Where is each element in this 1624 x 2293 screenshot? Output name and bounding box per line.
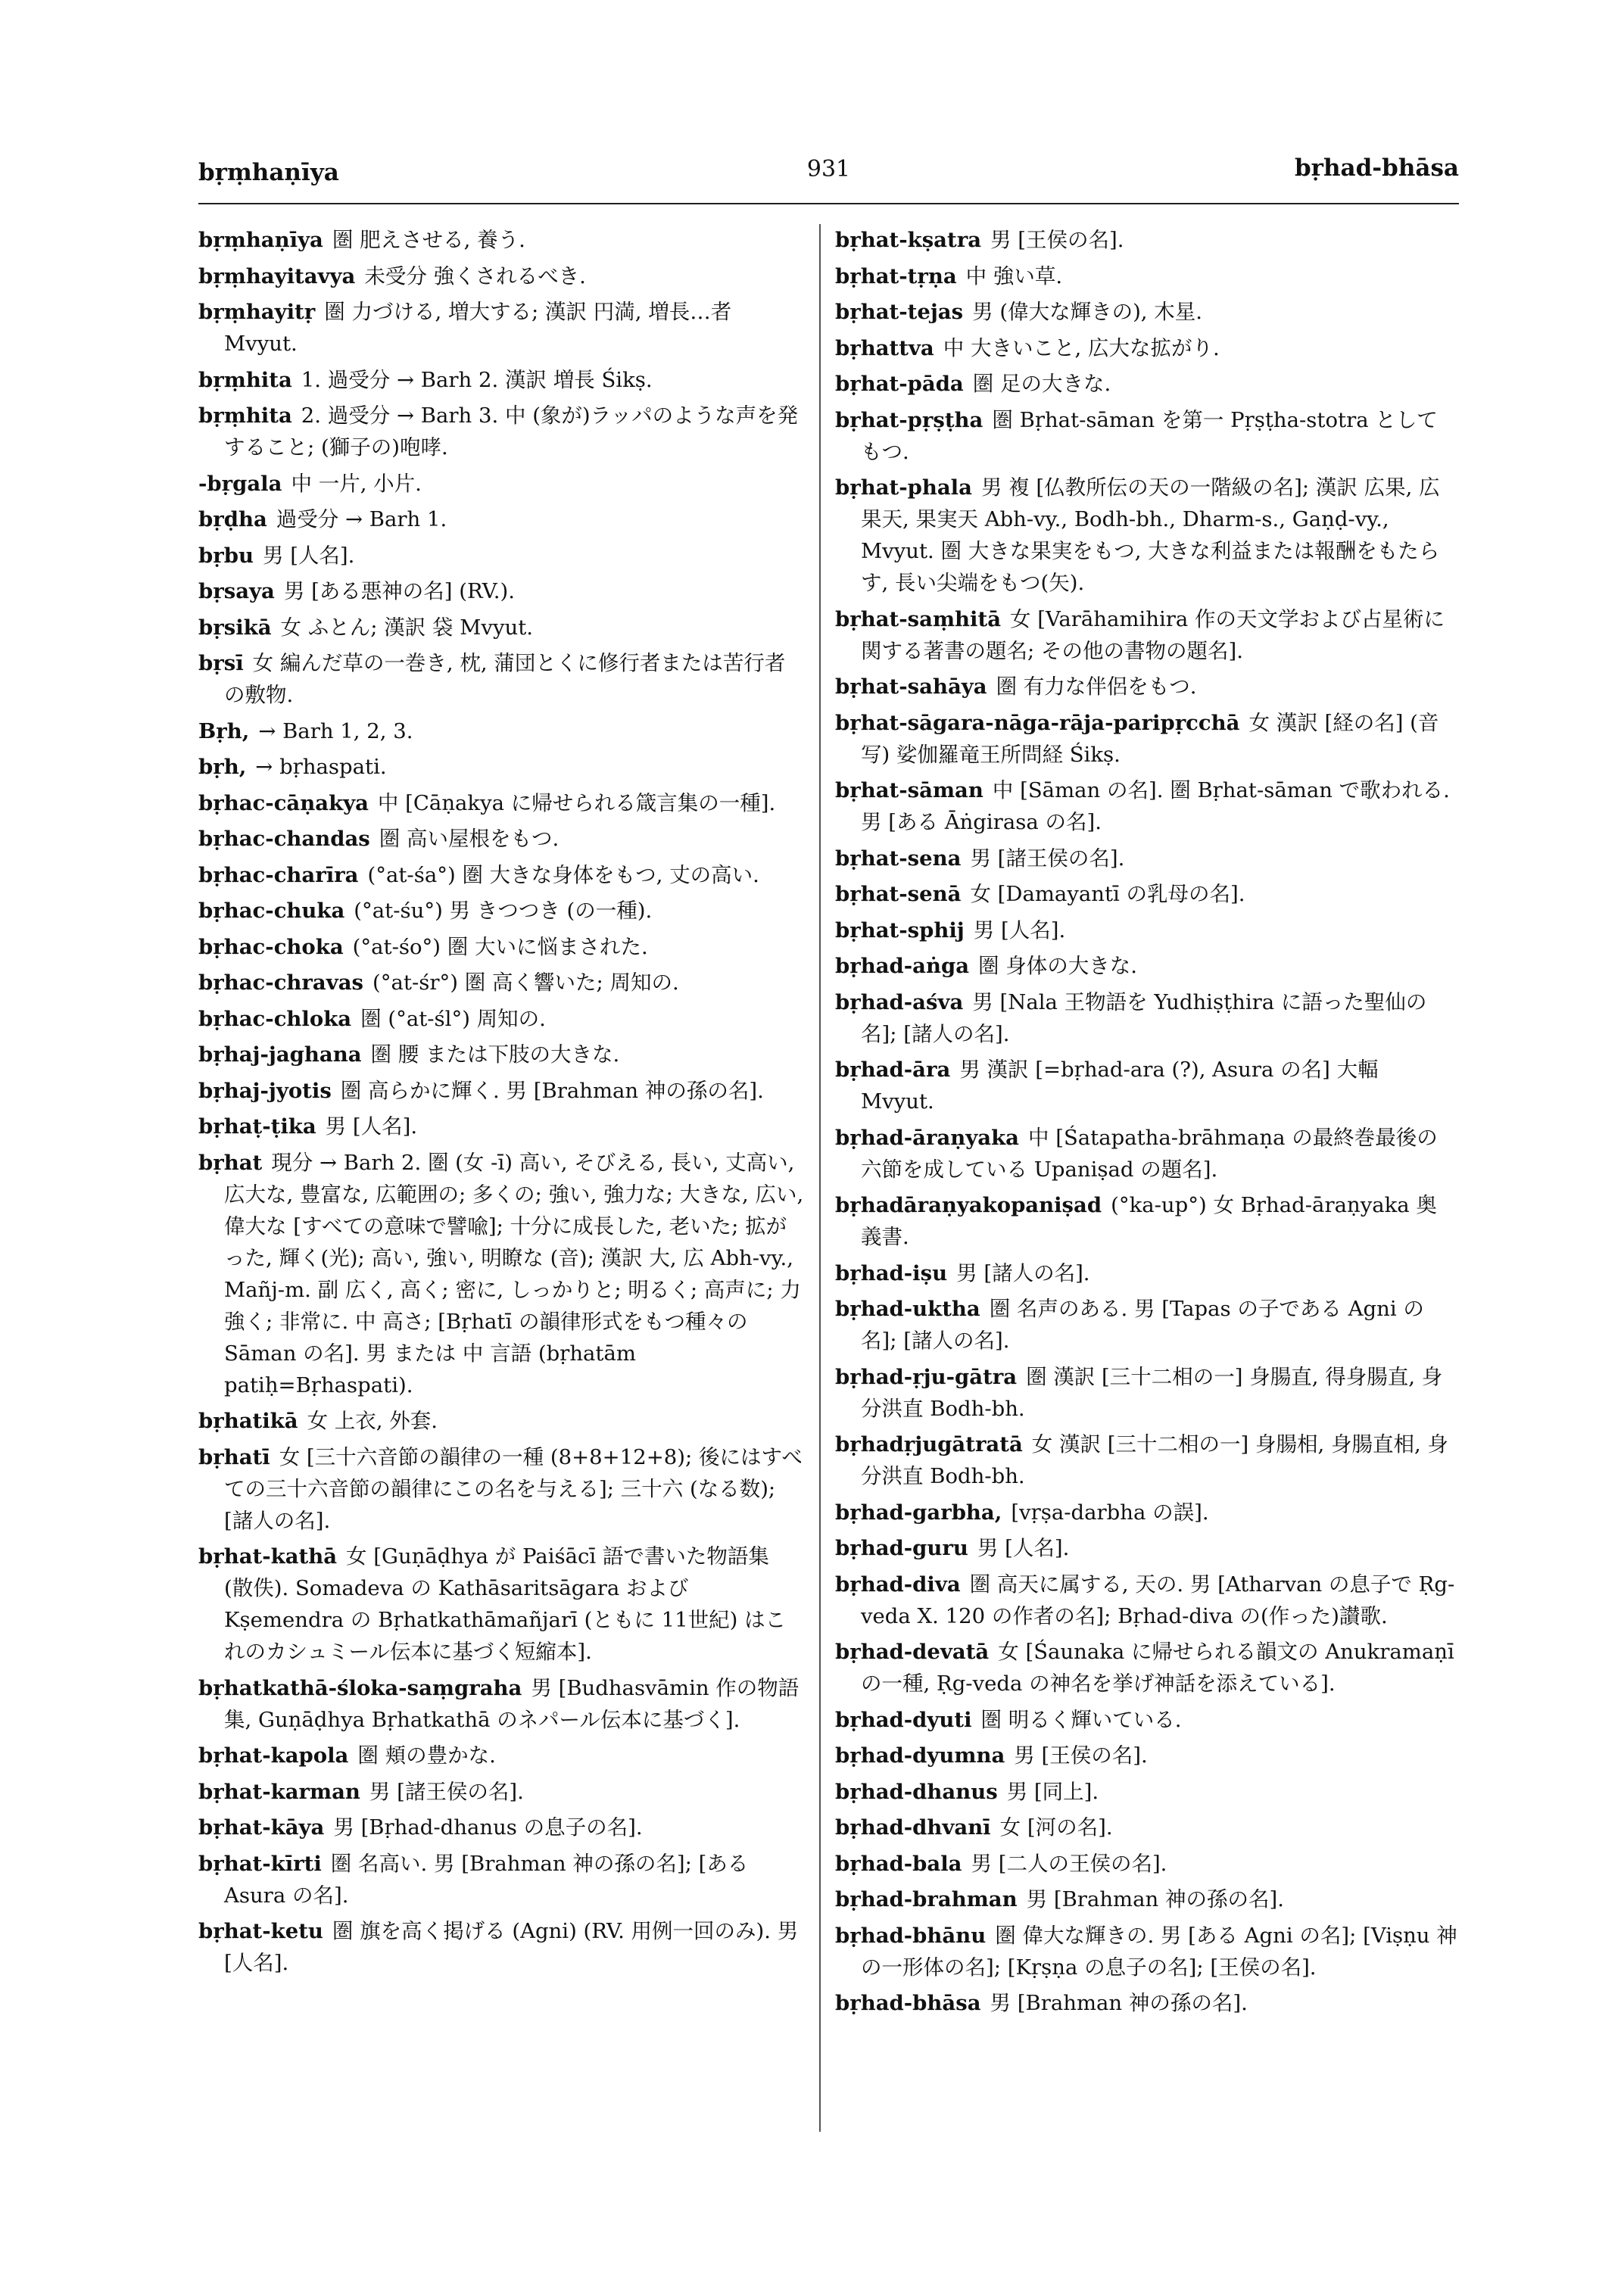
dictionary-entry — [198, 715, 804, 747]
dictionary-entry — [198, 1915, 804, 1979]
entry-headword: bṛhac-chravas — [198, 970, 364, 995]
entry-headword: bṛhad-bala — [835, 1851, 962, 1876]
entry-definition: (°at-śo°) 圏 大いに悩まされた. — [352, 934, 648, 959]
entry-headword: bṛhad-āra — [835, 1058, 951, 1082]
entry-headword: bṛhat — [198, 1150, 263, 1175]
entry-headword: bṛhat-kīrti — [198, 1851, 322, 1876]
entry-headword: bṛhad-uktha — [835, 1297, 980, 1321]
entry-definition: 女 [Varāhamihira 作の天文学および占星術に関する著書の題名; その他の書物の題名]. — [861, 606, 1445, 663]
dictionary-entry — [198, 540, 804, 572]
column-divider — [819, 224, 821, 2132]
dictionary-entry — [835, 707, 1457, 771]
entry-definition: 男 [Brahman 神の孫の名]. — [990, 1991, 1248, 2015]
entry-definition: 女 [河の名]. — [999, 1815, 1113, 1840]
entry-definition: 圏 名高い. 男 [Brahman 神の孫の名]; [ある Asura の名]. — [224, 1851, 749, 1908]
running-header — [198, 151, 1459, 200]
entry-definition: 圏 高らかに輝く. 男 [Brahman 神の孫の名]. — [340, 1078, 764, 1103]
dictionary-entry — [835, 843, 1457, 874]
dictionary-entry — [198, 1039, 804, 1070]
entry-headword: bṛhac-chuka — [198, 899, 345, 923]
entry-definition: 現分 → Barh 2. 圏 (女 -ī) 高い, そびえる, 長い, 丈高い, 広大な, 豊富な, 広範囲の; 多くの; 強い, 強力な; 大きな, 広い, 偉大な [すべての意味で譬喩]; 十分に成長した, 老いた; 拡がった, 輝く(光); 高い, 強い, 明瞭な (音); 漢訳 大, 広 Abh-vy., Mañj-m. 副 広く, 高く; 密に, しっかりと; 明るく; 高声に; 力強く; 非常に. 中 高さ; [Bṛhatī の韻律形式をもつ種々の Sāman の名]. 男 または 中 言語 (bṛhatām patiḥ=Bṛhaspati). — [224, 1150, 804, 1397]
entry-definition: 中 大きいこと, 広大な拡がり. — [943, 335, 1220, 360]
right-column — [835, 224, 1457, 2253]
entry-definition: 中 [Sāman の名]. 圏 Bṛhat-sāman で歌われる. 男 [ある Āṅgirasa の名]. — [861, 778, 1450, 834]
entry-headword: bṛhad-dyumna — [835, 1743, 1005, 1768]
dictionary-entry — [198, 575, 804, 607]
entry-definition: 中 強い草. — [965, 263, 1063, 288]
entry-definition: 男 複 [仏教所伝の天の一階級の名]; 漢訳 広果, 広果天, 果実天 Abh-vy., Bodh-bh., Dharm-s., Gaṇḍ-vy., Mvyut. 圏 大きな果実をもつ, 大きな利益または報酬をもたらす, 長い尖端をもつ(矢). — [861, 475, 1440, 595]
entry-headword: bṛṃhayitavya — [198, 263, 356, 288]
dictionary-entry — [198, 1003, 804, 1035]
entry-definition: 男 [Nala 王物語を Yudhiṣṭhira に語った聖仙の名]; [諸人の名]. — [861, 989, 1427, 1046]
entry-definition: 男 漢訳 [=bṛhad-ara (?), Asura の名] 大輻 Mvyut. — [861, 1058, 1379, 1114]
entry-headword: bṛhad-dhvanī — [835, 1815, 991, 1840]
dictionary-entry — [835, 1428, 1457, 1492]
entry-definition: (°at-śr°) 圏 高く響いた; 周知の. — [372, 970, 679, 995]
entry-headword: bṛhat-kāya — [198, 1815, 325, 1840]
entry-headword: bṛhat-kathā — [198, 1544, 338, 1569]
dictionary-entry — [198, 468, 804, 500]
left-running-headword: bṛṃhaṇīya — [198, 159, 339, 186]
dictionary-entry — [198, 1776, 804, 1808]
entry-definition: 圏 高天に属する, 天の. 男 [Atharvan の息子で Ṛg-veda X. 120 の作者の名]; Bṛhad-diva の(作った)讃歌. — [861, 1572, 1455, 1628]
entry-definition: 圏 力づける, 増大する; 漢訳 円満, 増長…者 Mvyut. — [224, 300, 732, 356]
dictionary-entry — [835, 1293, 1457, 1357]
dictionary-entry — [835, 224, 1457, 256]
entry-definition: 男 [Bṛhad-dhanus の息子の名]. — [333, 1815, 643, 1840]
dictionary-entry — [835, 1569, 1457, 1632]
entry-headword: bṛhat-tejas — [835, 300, 964, 324]
dictionary-entry — [198, 1075, 804, 1107]
dictionary-entry — [835, 1848, 1457, 1880]
dictionary-entry — [835, 1740, 1457, 1771]
entry-definition: 男 [王侯の名]. — [1014, 1743, 1148, 1768]
entry-headword: bṛhat-tṛṇa — [835, 263, 957, 288]
entry-definition: 2. 過受分 → Barh 3. 中 (象が)ラッパのような声を発すること; (獅子の)咆哮. — [224, 403, 799, 460]
entry-headword: bṛhad-aśva — [835, 989, 964, 1014]
entry-definition: 中 [Cāṇakya に帰せられる箴言集の一種]. — [377, 790, 776, 815]
dictionary-entry — [835, 1883, 1457, 1915]
dictionary-entry — [198, 1441, 804, 1537]
entry-headword: bṛhadṛjugātratā — [835, 1432, 1023, 1456]
page-number: 931 — [806, 156, 851, 182]
dictionary-entry — [835, 1054, 1457, 1117]
dictionary-entry — [835, 914, 1457, 946]
entry-definition: 男 [同上]. — [1006, 1779, 1099, 1804]
entry-definition: → bṛhaspati. — [255, 755, 387, 779]
entry-headword: bṛhat-pṛṣṭha — [835, 407, 983, 432]
dictionary-entry — [835, 472, 1457, 599]
entry-headword: bṛhac-chandas — [198, 827, 370, 851]
entry-definition: (°ka-up°) 女 Bṛhad-āraṇyaka 奥義書. — [861, 1193, 1437, 1249]
dictionary-entry — [835, 1257, 1457, 1289]
right-running-headword: bṛhad-bhāsa — [1294, 154, 1459, 182]
entry-headword: bṛhaṭ-ṭika — [198, 1114, 316, 1139]
dictionary-entry — [198, 1740, 804, 1771]
entry-headword: bṛhat-sphij — [835, 918, 965, 942]
entry-headword: bṛhatkathā-śloka-saṃgraha — [198, 1675, 522, 1700]
entry-definition: 女 [三十六音節の韻律の一種 (8+8+12+8); 後にはすべての三十六音節の韻律にこの名を与える]; 三十六 (なる数); [諸人の名]. — [224, 1444, 803, 1533]
dictionary-entry — [835, 774, 1457, 838]
entry-definition: 圏 頬の豊かな. — [357, 1743, 496, 1768]
entry-definition: 過受分 → Barh 1. — [276, 507, 447, 531]
entry-headword: bṛsaya — [198, 579, 275, 603]
entry-headword: bṛhac-chloka — [198, 1006, 352, 1031]
entry-headword: bṛhat-karman — [198, 1779, 360, 1804]
dictionary-entry — [198, 967, 804, 999]
entry-headword: bṛhad-garbha, — [835, 1500, 1002, 1525]
entry-headword: bṛhaj-jaghana — [198, 1042, 362, 1067]
dictionary-entry — [198, 1812, 804, 1843]
dictionary-entry — [198, 260, 804, 292]
dictionary-entry — [835, 1812, 1457, 1843]
entry-definition: 圏 名声のある. 男 [Tapas の子である Agni の名]; [諸人の名]. — [861, 1297, 1424, 1353]
entry-headword: bṛhad-ṛju-gātra — [835, 1364, 1018, 1389]
entry-definition: 圏 Bṛhat-sāman を第一 Pṛṣṭha-stotra としてもつ. — [861, 407, 1438, 464]
entry-headword: bṛhad-āraṇyaka — [835, 1125, 1019, 1150]
entry-definition: 男 [Brahman 神の孫の名]. — [1026, 1887, 1284, 1911]
dictionary-entry — [835, 603, 1457, 667]
dictionary-entry — [835, 404, 1457, 468]
entry-definition: 男 [諸王侯の名]. — [970, 846, 1125, 871]
dictionary-entry — [835, 986, 1457, 1050]
entry-definition: 中 一片, 小片. — [291, 471, 422, 496]
entry-definition: 圏 高い屋根をもつ. — [379, 827, 560, 851]
entry-headword: bṛbu — [198, 543, 254, 568]
entry-headword: bṛhat-sāman — [835, 778, 983, 802]
dictionary-entry — [835, 1122, 1457, 1185]
entry-definition: 女 [Śaunaka に帰せられる韻文の Anukramaṇī の一種, Ṛg-veda の神名を挙げ神話を添えている]. — [861, 1640, 1454, 1696]
entry-definition: 男 [二人の王侯の名]. — [971, 1851, 1167, 1876]
entry-definition: 圏 旗を高く掲げる (Agni) (RV. 用例一回のみ). 男 [人名]. — [224, 1919, 799, 1975]
entry-headword: Bṛh, — [198, 718, 250, 743]
dictionary-entry — [198, 296, 804, 360]
entry-headword: bṛhat-sahāya — [835, 675, 987, 699]
entry-definition: 男 [人名]. — [262, 543, 355, 568]
dictionary-entry — [198, 751, 804, 783]
dictionary-entry — [835, 1987, 1457, 2019]
entry-headword: bṛhad-bhānu — [835, 1923, 987, 1948]
entry-headword: bṛhad-bhāsa — [835, 1991, 981, 2015]
header-rule — [198, 203, 1459, 204]
entry-headword: bṛhadāraṇyakopaniṣad — [835, 1193, 1102, 1217]
entry-headword: bṛṃhita — [198, 403, 292, 428]
dictionary-entry — [198, 1848, 804, 1911]
entry-definition: 女 編んだ草の一巻き, 枕, 蒲団とくに修行者または苦行者の敷物. — [224, 651, 786, 707]
dictionary-entry — [835, 368, 1457, 400]
entry-headword: bṛṃhita — [198, 367, 292, 392]
dictionary-entry — [835, 1920, 1457, 1983]
dictionary-entry — [198, 895, 804, 927]
dictionary-entry — [835, 1361, 1457, 1425]
entry-headword: bṛṃhaṇīya — [198, 228, 323, 252]
dictionary-entry — [198, 400, 804, 463]
dictionary-entry — [198, 224, 804, 256]
entry-headword: bṛhad-guru — [835, 1536, 968, 1560]
dictionary-entry — [198, 1672, 804, 1736]
entry-definition: 圏 有力な伴侶をもつ. — [996, 675, 1197, 699]
left-column — [198, 224, 804, 2253]
dictionary-entry — [198, 931, 804, 963]
dictionary-entry — [198, 1541, 804, 1668]
entry-headword: bṛhac-choka — [198, 934, 344, 959]
entry-headword: bṛhad-dyuti — [835, 1707, 972, 1732]
entry-headword: bṛhad-brahman — [835, 1887, 1018, 1911]
entry-definition: 女 ふとん; 漢訳 袋 Mvyut. — [280, 615, 533, 640]
entry-definition: 圏 腰 または下肢の大きな. — [370, 1042, 620, 1067]
dictionary-entry — [835, 332, 1457, 364]
dictionary-entry — [835, 260, 1457, 292]
dictionary-entry — [835, 1636, 1457, 1699]
entry-definition: 男 [Budhasvāmin 作の物語集, Guṇāḍhya Bṛhatkathā のネパール伝本に基づく]. — [224, 1675, 800, 1732]
dictionary-entry — [835, 296, 1457, 328]
entry-definition: 未受分 強くされるべき. — [364, 263, 586, 288]
entry-definition: 圏 (°at-śl°) 周知の. — [360, 1006, 546, 1031]
dictionary-entry — [198, 612, 804, 643]
entry-headword: bṛhat-phala — [835, 475, 972, 500]
entry-definition: [vṛṣa-darbha の誤]. — [1011, 1500, 1209, 1525]
entry-definition: (°at-śa°) 圏 大きな身体をもつ, 丈の高い. — [367, 862, 759, 887]
entry-headword: bṛhad-dhanus — [835, 1779, 998, 1804]
dictionary-entry — [835, 1497, 1457, 1528]
entry-headword: bṛhad-diva — [835, 1572, 961, 1597]
dictionary-entry — [198, 647, 804, 711]
entry-definition: 圏 身体の大きな. — [978, 954, 1138, 978]
entry-definition: 女 漢訳 [三十二相の一] 身腸相, 身腸直相, 身分洪直 Bodh-bh. — [861, 1432, 1448, 1488]
entry-definition: 女 上衣, 外套. — [307, 1409, 438, 1433]
entry-headword: bṛṃhayitṛ — [198, 300, 316, 324]
entry-definition: 圏 漢訳 [三十二相の一] 身腸直, 得身腸直, 身分洪直 Bodh-bh. — [861, 1364, 1443, 1421]
dictionary-entry — [835, 1189, 1457, 1253]
entry-definition: 男 [王侯の名]. — [990, 228, 1124, 252]
entry-headword: bṛhat-ketu — [198, 1919, 323, 1943]
entry-definition: 女 [Guṇāḍhya が Paiśācī 語で書いた物語集 (散佚). Somadeva の Kathāsaritsāgara および Kṣemendra の Bṛhatkathāmañjarī (ともに 11世紀) はこれのカシュミール伝本に基づく短縮本]. — [224, 1544, 787, 1664]
entry-definition: 圏 明るく輝いている. — [980, 1707, 1182, 1732]
dictionary-entry — [835, 1532, 1457, 1564]
entry-headword: bṛhac-cāṇakya — [198, 790, 369, 815]
entry-headword: bṛhat-sāgara-nāga-rāja-paripṛcchā — [835, 710, 1240, 735]
dictionary-entry — [198, 1111, 804, 1142]
entry-definition: 1. 過受分 → Barh 2. 漢訳 増長 Śikṣ. — [301, 367, 653, 392]
entry-headword: bṛhat-kṣatra — [835, 228, 982, 252]
entry-definition: 圏 偉大な輝きの. 男 [ある Agni の名]; [Viṣṇu 神の一形体の名]; [Kṛṣṇa の息子の名]; [王侯の名]. — [861, 1923, 1457, 1980]
entry-definition: 男 (偉大な輝きの), 木星. — [972, 300, 1203, 324]
entry-headword: bṛhat-kapola — [198, 1743, 349, 1768]
dictionary-entry — [198, 1405, 804, 1437]
entry-headword: bṛḍha — [198, 507, 267, 531]
dictionary-entry — [198, 1147, 804, 1401]
entry-headword: bṛhat-senā — [835, 882, 962, 906]
dictionary-entry — [835, 1704, 1457, 1736]
dictionary-entry — [198, 859, 804, 891]
entry-headword: bṛhad-devatā — [835, 1640, 990, 1664]
dictionary-entry — [835, 1776, 1457, 1808]
entry-headword: bṛhat-sena — [835, 846, 962, 871]
dictionary-entry — [835, 671, 1457, 703]
entry-definition: 男 [人名]. — [973, 918, 1066, 942]
entry-definition: 女 漢訳 [経の名] (音写) 娑伽羅竜王所問経 Śikṣ. — [861, 710, 1439, 767]
entry-headword: bṛhat-saṃhitā — [835, 606, 1002, 631]
dictionary-entry — [198, 364, 804, 396]
entry-headword: bṛhatikā — [198, 1409, 298, 1433]
dictionary-entry — [835, 878, 1457, 910]
entry-definition: → Barh 1, 2, 3. — [258, 718, 413, 743]
entry-definition: 中 [Śatapatha-brāhmaṇa の最終巻最後の六節を成している Upaniṣad の題名]. — [861, 1125, 1438, 1182]
entry-headword: bṛhatī — [198, 1444, 270, 1469]
entry-definition: 男 [人名]. — [977, 1536, 1070, 1560]
entry-headword: bṛhad-aṅga — [835, 954, 970, 978]
entry-headword: bṛsikā — [198, 615, 272, 640]
entry-headword: bṛhac-charīra — [198, 862, 359, 887]
entry-definition: 男 [ある悪神の名] (RV.). — [283, 579, 515, 603]
entry-headword: bṛh, — [198, 755, 247, 779]
entry-definition: 圏 足の大きな. — [972, 372, 1111, 396]
entry-headword: bṛhaj-jyotis — [198, 1078, 332, 1103]
entry-headword: bṛhat-pāda — [835, 372, 964, 396]
entry-definition: (°at-śu°) 男 きつつき (の一種). — [354, 899, 653, 923]
dictionary-entry — [835, 950, 1457, 982]
entry-definition: 男 [人名]. — [325, 1114, 418, 1139]
entry-headword: bṛhad-iṣu — [835, 1260, 948, 1285]
dictionary-entry — [198, 787, 804, 819]
entry-definition: 女 [Damayantī の乳母の名]. — [970, 882, 1245, 906]
entry-headword: -bṛgala — [198, 471, 282, 496]
entry-headword: bṛhattva — [835, 335, 934, 360]
dictionary-entry — [198, 823, 804, 855]
entry-definition: 圏 肥えさせる, 養う. — [332, 228, 525, 252]
entry-definition: 男 [諸王侯の名]. — [369, 1779, 524, 1804]
entry-definition: 男 [諸人の名]. — [956, 1260, 1090, 1285]
dictionary-entry — [198, 503, 804, 535]
entry-headword: bṛsī — [198, 651, 244, 675]
